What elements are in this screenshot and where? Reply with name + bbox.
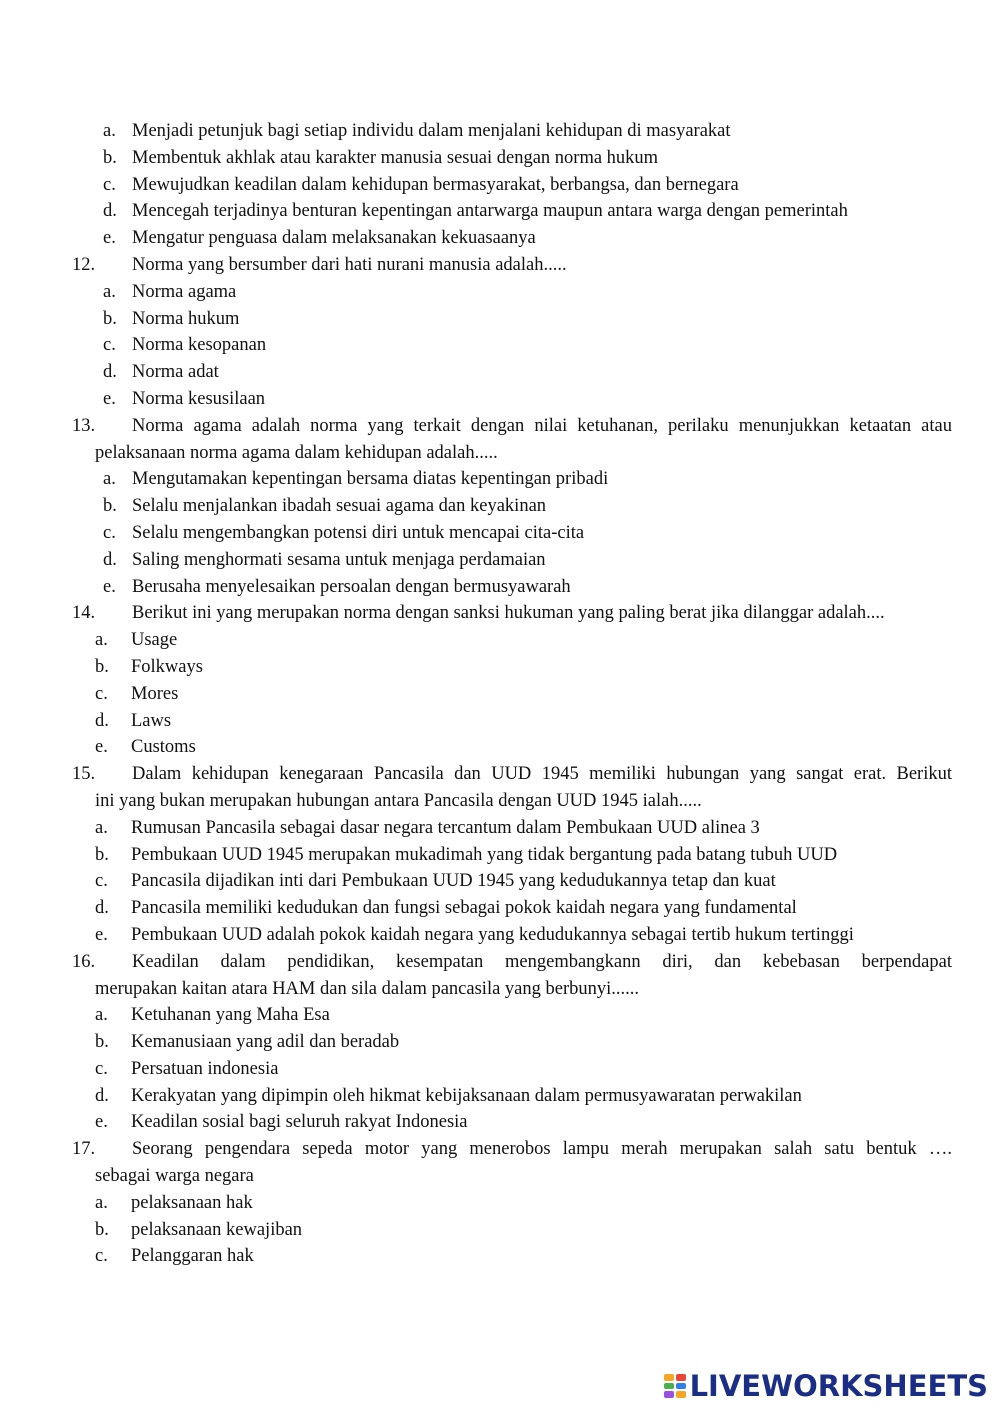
q14-option-b[interactable]: b. Folkways	[95, 656, 203, 677]
q13-option-b[interactable]: b. Selalu menjalankan ibadah sesuai agama dan keyakinan	[103, 496, 547, 517]
q14-option-c[interactable]: c. Mores	[95, 683, 179, 704]
q11-option-a[interactable]: a. Menjadi petunjuk bagi setiap individu dalam menjalani kehidupan di masyarakat	[103, 121, 731, 141]
q17-option-a[interactable]: a. pelaksanaan hak	[95, 1192, 253, 1213]
q15-option-d[interactable]: d. Pancasila memiliki kedudukan dan fungsi sebagai pokok kaidah negara yang fundamental	[95, 898, 797, 919]
question-17: 17. Seorang pengendara sepeda motor yang menerobos lampu merah merupakan salah satu bentuk ….	[72, 1139, 952, 1160]
q12-option-b[interactable]: b. Norma hukum	[103, 308, 240, 329]
q14-option-e[interactable]: e. Customs	[95, 737, 196, 758]
worksheet-page	[0, 118, 1000, 1270]
question-16-continuation: merupakan kaitan atara HAM dan sila dalam pancasila yang berbunyi......	[95, 978, 640, 999]
question-16: 16. Keadilan dalam pendidikan, kesempatan mengembangkann diri, dan kebebasan berpendapat	[72, 951, 952, 972]
q15-option-a[interactable]: a. Rumusan Pancasila sebagai dasar negara tercantum dalam Pembukaan UUD alinea 3	[95, 817, 760, 838]
q17-option-b[interactable]: b. pelaksanaan kewajiban	[95, 1219, 303, 1240]
q11-option-d[interactable]: d. Mencegah terjadinya benturan kepentingan antarwarga maupun antara warga dengan pemerintah	[103, 201, 848, 222]
q16-option-a[interactable]: a. Ketuhanan yang Maha Esa	[95, 1005, 330, 1026]
q16-option-d[interactable]: d. Kerakyatan yang dipimpin oleh hikmat kebijaksanaan dalam permusyawaratan perwakilan	[95, 1085, 802, 1106]
q13-option-c[interactable]: c. Selalu mengembangkan potensi diri untuk mencapai cita-cita	[103, 522, 585, 543]
q15-option-b[interactable]: b. Pembukaan UUD 1945 merupakan mukadimah yang tidak bergantung pada batang tubuh UUD	[95, 844, 838, 865]
q12-option-d[interactable]: d. Norma adat	[103, 362, 219, 383]
q14-option-a[interactable]: a. Usage	[95, 630, 178, 651]
question-15: 15. Dalam kehidupan kenegaraan Pancasila dan UUD 1945 memiliki hubungan yang sangat erat. Berikut	[72, 764, 952, 785]
q11-option-e[interactable]: e. Mengatur penguasa dalam melaksanakan kekuasaanya	[103, 228, 536, 249]
q12-option-a[interactable]: a. Norma agama	[103, 281, 237, 302]
q13-option-e[interactable]: e. Berusaha menyelesaikan persoalan dengan bermusyawarah	[103, 576, 571, 597]
q16-option-c[interactable]: c. Persatuan indonesia	[95, 1058, 279, 1079]
q15-option-c[interactable]: c. Pancasila dijadikan inti dari Pembukaan UUD 1945 yang kedudukannya tetap dan kuat	[95, 871, 776, 892]
liveworksheets-brand	[664, 1370, 988, 1402]
q16-option-b[interactable]: b. Kemanusiaan yang adil dan beradab	[95, 1032, 400, 1053]
question-17-continuation: sebagai warga negara	[95, 1166, 254, 1187]
q14-option-d[interactable]: d. Laws	[95, 710, 172, 731]
q15-option-e[interactable]: e. Pembukaan UUD adalah pokok kaidah negara yang kedudukannya sebagai tertib hukum tertinggi	[95, 924, 854, 945]
liveworksheets-logo-icon	[664, 1374, 686, 1398]
q16-option-e[interactable]: e. Keadilan sosial bagi seluruh rakyat Indonesia	[95, 1112, 468, 1133]
question-13-continuation: pelaksanaan norma agama dalam kehidupan adalah.....	[95, 442, 498, 463]
q13-option-a[interactable]: a. Mengutamakan kepentingan bersama diatas kepentingan pribadi	[103, 469, 609, 490]
question-12: 12. Norma yang bersumber dari hati nurani manusia adalah.....	[72, 254, 567, 275]
q13-option-d[interactable]: d. Saling menghormati sesama untuk menjaga perdamaian	[103, 549, 546, 570]
q12-option-c[interactable]: c. Norma kesopanan	[103, 335, 267, 356]
q17-option-c[interactable]: c. Pelanggaran hak	[95, 1246, 254, 1267]
question-14: 14. Berikut ini yang merupakan norma dengan sanksi hukuman yang paling berat jika dilanggar adalah....	[72, 603, 885, 624]
q11-option-b[interactable]: b. Membentuk akhlak atau karakter manusia sesuai dengan norma hukum	[103, 147, 659, 168]
question-13: 13. Norma agama adalah norma yang terkait dengan nilai ketuhanan, perilaku menunjukkan ketaatan atau	[72, 415, 952, 436]
q12-option-e[interactable]: e. Norma kesusilaan	[103, 388, 266, 409]
question-15-continuation: ini yang bukan merupakan hubungan antara Pancasila dengan UUD 1945 ialah.....	[95, 790, 702, 811]
q11-option-c[interactable]: c. Mewujudkan keadilan dalam kehidupan bermasyarakat, berbangsa, dan bernegara	[103, 174, 739, 195]
liveworksheets-wordmark: LIVEWORKSHEETS	[689, 1369, 988, 1403]
